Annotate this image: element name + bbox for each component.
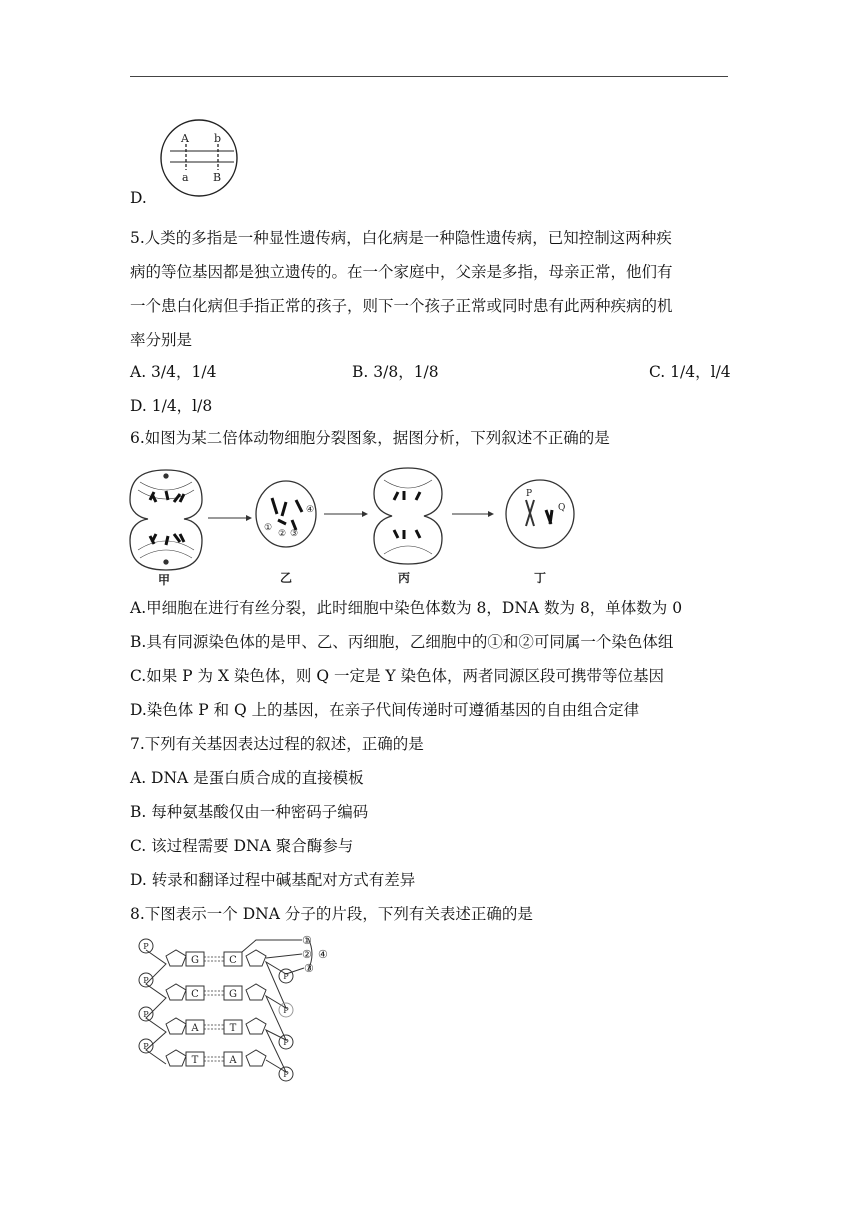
q6-cell-division-figure bbox=[128, 462, 598, 586]
q4-option-d-figure bbox=[158, 118, 246, 198]
circle-label-A: A bbox=[181, 132, 189, 145]
chrom-label-3: ③ bbox=[290, 529, 299, 539]
phosphate-label: P bbox=[143, 942, 149, 951]
q7-option-b: B. 每种氨基酸仅由一种密码子编码 bbox=[130, 803, 369, 821]
phosphate-label: P bbox=[143, 976, 149, 985]
q6-option-c: C.如果 P 为 X 染色体，则 Q 一定是 Y 染色体，两者同源区段可携带等位基因 bbox=[130, 667, 665, 685]
right-base: T bbox=[229, 1023, 237, 1034]
q4-option-d: D. bbox=[130, 189, 147, 207]
chrom-label-Q: Q bbox=[558, 503, 566, 513]
marker-3: ③ bbox=[304, 962, 314, 975]
right-base: C bbox=[229, 955, 237, 966]
q6-option-b: B.具有同源染色体的是甲、乙、丙细胞，乙细胞中的①和②可同属一个染色体组 bbox=[130, 633, 674, 651]
q6-stem: 6.如图为某二倍体动物细胞分裂图象，据图分析，下列叙述不正确的是 bbox=[130, 429, 610, 447]
q5-stem-line-2: 病的等位基因都是独立遗传的。在一个家庭中，父亲是多指，母亲正常，他们有 bbox=[130, 263, 673, 281]
cell-label-jia: 甲 bbox=[158, 573, 171, 586]
cell-label-ding: 丁 bbox=[534, 571, 547, 585]
marker-1: ① bbox=[302, 934, 312, 947]
right-base: G bbox=[229, 989, 237, 1000]
q7-option-c: C. 该过程需要 DNA 聚合酶参与 bbox=[130, 837, 354, 855]
q5-stem-line-3: 一个患白化病但手指正常的孩子，则下一个孩子正常或同时患有此两种疾病的机 bbox=[130, 297, 673, 315]
circle-label-B: B bbox=[213, 171, 222, 184]
left-base: T bbox=[191, 1055, 199, 1066]
q5-stem-line-1: 5.人类的多指是一种显性遗传病，白化病是一种隐性遗传病，已知控制这两种疾 bbox=[130, 229, 672, 247]
q5-option-b: B. 3/8，1/8 bbox=[352, 363, 439, 381]
header-rule bbox=[130, 76, 728, 77]
cell-bing bbox=[374, 468, 442, 564]
cell-label-bing: 丙 bbox=[398, 571, 411, 585]
q5-option-c: C. 1/4，l/4 bbox=[649, 363, 731, 381]
chrom-label-4: ④ bbox=[306, 505, 315, 515]
phosphate-label: P bbox=[283, 1006, 289, 1015]
marker-2: ② bbox=[302, 948, 312, 961]
phosphate-label: P bbox=[283, 972, 289, 981]
right-base: A bbox=[229, 1055, 237, 1066]
chrom-label-1: ① bbox=[264, 523, 273, 533]
left-base: C bbox=[191, 989, 199, 1000]
circle-label-b: b bbox=[214, 132, 222, 145]
phosphate-label: P bbox=[283, 1070, 289, 1079]
q5-option-d: D. 1/4，l/8 bbox=[130, 397, 213, 415]
marker-4: ④ bbox=[318, 948, 328, 961]
q8-dna-figure bbox=[132, 932, 342, 1084]
q6-option-d: D.染色体 P 和 Q 上的基因，在亲子代间传递时可遵循基因的自由组合定律 bbox=[130, 701, 640, 719]
chrom-label-2: ② bbox=[278, 529, 287, 539]
q5-stem-line-4: 率分别是 bbox=[130, 331, 193, 349]
left-base: A bbox=[191, 1023, 199, 1034]
q8-stem: 8.下图表示一个 DNA 分子的片段，下列有关表述正确的是 bbox=[130, 905, 533, 923]
left-base: G bbox=[191, 955, 199, 966]
phosphate-label: P bbox=[143, 1010, 149, 1019]
phosphate-label: P bbox=[143, 1042, 149, 1051]
cell-jia bbox=[130, 470, 202, 570]
q7-option-a: A. DNA 是蛋白质合成的直接模板 bbox=[130, 769, 364, 787]
q7-stem: 7.下列有关基因表达过程的叙述，正确的是 bbox=[130, 735, 424, 753]
q7-option-d: D. 转录和翻译过程中碱基配对方式有差异 bbox=[130, 871, 416, 889]
chrom-label-P: P bbox=[526, 489, 533, 499]
q5-option-a: A. 3/4，1/4 bbox=[130, 363, 217, 381]
circle-label-a: a bbox=[182, 171, 189, 184]
cell-ding bbox=[506, 480, 574, 548]
phosphate-label: P bbox=[283, 1038, 289, 1047]
cell-label-yi: 乙 bbox=[280, 571, 293, 585]
q6-option-a: A.甲细胞在进行有丝分裂，此时细胞中染色体数为 8，DNA 数为 8，单体数为 0 bbox=[130, 599, 683, 617]
